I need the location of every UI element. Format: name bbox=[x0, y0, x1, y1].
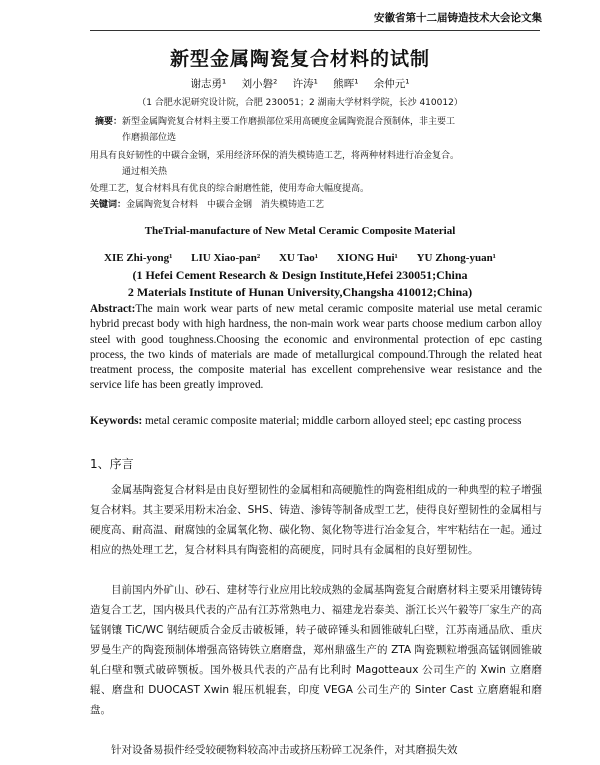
author-cn: 余仲元¹ bbox=[373, 78, 410, 90]
section-heading: 1、序言 bbox=[90, 457, 134, 471]
keywords-cn-text: 金属陶瓷复合材料 中碳合金钢 消失模铸造工艺 bbox=[126, 200, 325, 210]
keywords-cn bbox=[90, 197, 542, 210]
affiliation-en-1: (1 Hefei Cement Research & Design Institute,Hefei 230051;China bbox=[132, 268, 468, 282]
author-en: XU Tao¹ bbox=[278, 252, 319, 264]
abstract-cn-line2: 作磨损部位选 bbox=[122, 133, 177, 143]
paper-title-cn: 新型金属陶瓷复合材料的试制 bbox=[169, 48, 430, 70]
authors-en bbox=[0, 252, 600, 264]
author-en: LIU Xiao-pan² bbox=[191, 252, 261, 264]
abstract-cn-line4: 通过相关热 bbox=[122, 167, 168, 177]
abstract-cn-line5: 处理工艺，复合材料具有优良的综合耐磨性能，使用寿命大幅度提高。 bbox=[90, 184, 370, 194]
abstract-cn-text: 新型金属陶瓷复合材料主要工作磨损部位采用高硬度金属陶瓷混合预制体，非主要工 bbox=[122, 117, 456, 127]
running-header: 安徽省第十二届铸造技术大会论文集 bbox=[374, 12, 542, 24]
author-cn: 许涛¹ bbox=[292, 78, 318, 90]
author-cn: 刘小磐² bbox=[241, 78, 278, 90]
author-cn: 熊晖¹ bbox=[333, 78, 359, 90]
abstract-cn-line3: 用具有良好韧性的中碳合金钢，采用经济环保的消失模铸造工艺，将两种材料进行冶金复合。 bbox=[90, 151, 460, 161]
abstract-en bbox=[90, 302, 542, 394]
affiliations-cn: （1 合肥水泥研究设计院，合肥 230051；2 湖南大学材料学院，长沙 410012） bbox=[137, 98, 463, 108]
body-paragraph-3: 针对设备易损件经受较硬物料较高冲击或挤压粉碎工况条件，对其磨损失效 bbox=[111, 744, 458, 756]
keywords-en-label: Keywords: bbox=[90, 415, 143, 427]
abstract-cn-line1 bbox=[95, 114, 542, 127]
abstract-cn-label: 摘要： bbox=[95, 117, 123, 127]
header-rule bbox=[90, 30, 540, 31]
author-en: XIONG Hui¹ bbox=[336, 252, 398, 264]
author-en: XIE Zhi-yong¹ bbox=[104, 252, 173, 264]
authors-cn bbox=[0, 76, 600, 91]
keywords-cn-label: 关键词： bbox=[90, 200, 127, 210]
body-paragraph-2: 目前国内外矿山、砂石、建材等行业应用比较成熟的金属基陶瓷复合耐磨材料主要采用镶铸铸造复合工艺，国内极具代表的产品有江苏常熟电力、福建龙岩泰美、浙江长兴午毅等厂家生产的高锰钢镶 TiC/WC 钢结硬质合金反击破板锤，转子破碎锤头和圆锥破轧臼壁，江苏南通品欣、重庆罗曼生产的陶瓷预制体增强高铬铸铁立磨磨盘，郑州鼎盛生产的 ZTA 陶瓷颗粒增强高锰钢圆锥破轧臼壁和颚式破碎颚板。国外极具代表的产品有比利时 Magotteaux 公司生产的 Xwin 立磨磨辊、磨盘和 DUOCAST Xwin 辊压机辊套，印度 VEGA 公司生产的 Sinter Cast 立磨磨辊和磨盘。 bbox=[90, 584, 542, 716]
body-paragraph-1: 金属基陶瓷复合材料是由良好塑韧性的金属相和高硬脆性的陶瓷相组成的一种典型的粒子增强复合材料。其主要采用粉末冶金、SHS、铸造、渗铸等制备成型工艺，使得良好塑韧性的金属相与硬度高、耐高温、耐腐蚀的金属氧化物、碳化物、氮化物等进行冶金复合，牢牢粘结在一起。通过相应的热处理工艺，复合材料具有陶瓷相的高硬度，同时具有金属相的良好塑韧性。 bbox=[90, 484, 542, 556]
abstract-en-text: The main work wear parts of new metal ceramic composite material use metal ceramic hybrid precast body with high hardness, the non-main work wear parts choose medium carbon alloy steel with good toughness.Choosing the economic and environmental protection of epc casting process, the two kinds of materials are made of metallurgical compound.Through the related heat treatment process, the composite material has excellent comprehensive wear resistance and the service life has been greatly improved. bbox=[90, 303, 542, 392]
keywords-en bbox=[90, 414, 542, 429]
author-en: YU Zhong-yuan¹ bbox=[416, 252, 496, 264]
affiliation-en-2: 2 Materials Institute of Hunan University,Changsha 410012;China) bbox=[127, 285, 473, 299]
keywords-en-text: metal ceramic composite material; middle carborn alloyed steel; epc casting process bbox=[142, 415, 522, 427]
abstract-en-label: Abstract: bbox=[90, 303, 136, 315]
author-cn: 谢志勇¹ bbox=[190, 78, 227, 90]
paper-title-en: TheTrial-manufacture of New Metal Ceramic Composite Material bbox=[144, 225, 456, 237]
